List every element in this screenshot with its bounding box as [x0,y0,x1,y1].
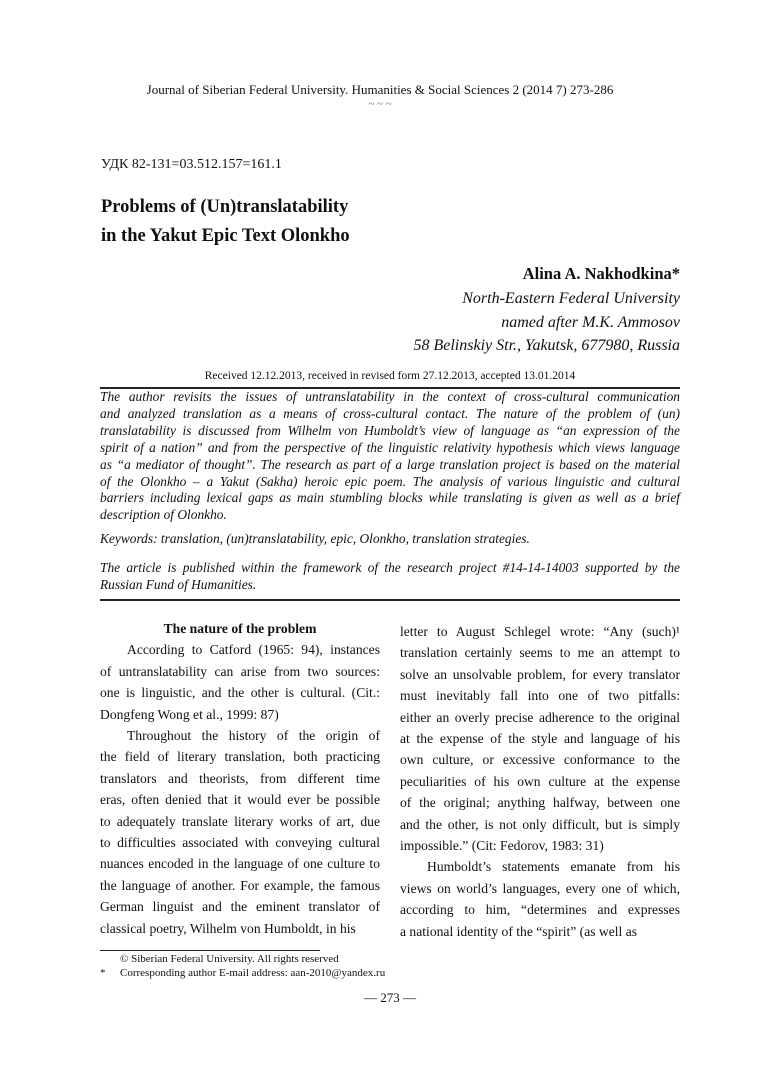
text-line: translators and theorists, from different time [100,770,380,786]
text-line: spirit of a nation” and from the perspective of the linguistic relativity hypothesis which views language [100,439,680,455]
affiliation-line: 58 Belinskiy Str., Yakutsk, 677980, Russia [413,337,680,354]
journal-header: Journal of Siberian Federal University. Humanities & Social Sciences 2 (2014 7) 273-286 [146,82,614,97]
text-line: barriers including lexical gaps as main stumbling blocks while translating is given as well as a brief [100,490,680,506]
text-line: German linguist and the eminent translator of [100,899,380,915]
paragraph [100,725,380,939]
funding-note [100,560,680,594]
text-line: translatability is discussed from Wilhelm von Humboldt’s view of language as “an expression of the [100,422,680,438]
title-line: in the Yakut Epic Text Olonkho [101,226,350,246]
text-line: Humboldt’s statements emanate from his [427,859,680,875]
section-heading: The nature of the problem [163,621,317,636]
text-line: and the other, is not only difficult, but is simply [400,816,680,832]
author-affiliation [413,287,680,358]
text-line: views on world’s languages, every one of which, [400,880,680,896]
text-line: letter to August Schlegel wrote: “Any (such)¹ [400,624,680,639]
divider [100,599,680,601]
text-line: The author revisits the issues of untranslatability in the context of cross-cultural communication [100,389,680,404]
affiliation-line: North-Eastern Federal University [462,290,680,307]
text-line: at the expense of the style and language of his [400,731,680,747]
text-line: to difficulties associated with conveying cultural [100,835,380,851]
text-line: solve an unsolvable problem, for every translator [400,666,680,682]
funding-line: The article is published within the framework of the research project #14-14-14003 supported by the [100,560,680,575]
author-name: Alina A. Nakhodkina* [522,264,680,283]
left-column [100,618,380,939]
text-line: the field of literary translation, both practicing [100,749,380,765]
text-line: one is linguistic, and the other is cultural. (Cit.: [100,685,380,701]
paragraph [100,639,380,725]
text-line: eras, often denied that it would ever be possible [100,792,380,808]
text-line: impossible.” (Cit: Fedorov, 1983: 31) [400,838,604,854]
affiliation-line: named after M.K. Ammosov [501,313,680,331]
text-line: According to Catford (1965: 94), instances [127,642,380,658]
footnote-rule [100,950,320,951]
right-column [400,621,680,942]
funding-line: Russian Fund of Humanities. [100,576,257,592]
text-line: Dongfeng Wong et al., 1999: 87) [100,706,279,722]
article-title [101,193,350,251]
text-line: to adequately translate literary works of art, due [100,813,380,829]
text-line: Throughout the history of the origin of [127,728,380,744]
text-line: either an overly precise adherence to the original [400,709,680,725]
text-line: own culture, or excessive conformance to the [400,752,680,768]
received-dates: Received 12.12.2013, received in revised form 27.12.2013, accepted 13.01.2014 [204,370,576,382]
text-line: of the original; anything halfway, between one [400,795,680,811]
text-line: a national identity of the “spirit” (as well as [400,923,638,939]
text-line: translation certainly seems to me an attempt to [400,645,680,661]
corresponding-text: Corresponding author E-mail address: aan-2010@yandex.ru [120,967,386,979]
page-number: — 273 — [364,990,416,1005]
text-line: description of Olonkho. [100,507,227,523]
header-ornament: ~ ~ ~ [368,98,392,110]
footnote-marker: * [100,967,106,979]
text-line: of untranslatability can arise from two sources: [100,663,380,679]
paragraph [400,621,680,856]
text-line: peculiarities of his own culture at the expense [400,773,680,789]
text-line: according to him, “determines and expresses [400,902,680,918]
text-line: the language of another. For example, the famous [100,877,380,893]
title-line: Problems of (Un)translatability [101,197,349,217]
corresponding-author-note [100,966,385,980]
text-line: and analyzed translation as a means of cross-cultural contact. The nature of the problem of (un) [100,405,680,421]
keywords: Keywords: translation, (un)translatability, epic, Olonkho, translation strategies. [100,531,530,546]
text-line: nuances encoded in the language of one culture to [100,856,380,872]
text-line: as “a mediator of thought”. The research as part of a large translation project is based on the material [100,456,680,472]
paragraph [400,856,680,942]
text-line: of the Olonkho – a Yakut (Sakha) heroic epic poem. The analysis of various linguistic and cultural [100,473,680,489]
text-line: classical poetry, Wilhelm von Humboldt, in his [100,920,356,936]
abstract [100,389,680,524]
footnotes [100,952,385,980]
text-line: must inevitably fall into one of two pitfalls: [400,688,680,704]
udk-code: УДК 82-131=03.512.157=161.1 [101,157,282,172]
copyright-note: © Siberian Federal University. All rights reserved [120,953,339,965]
